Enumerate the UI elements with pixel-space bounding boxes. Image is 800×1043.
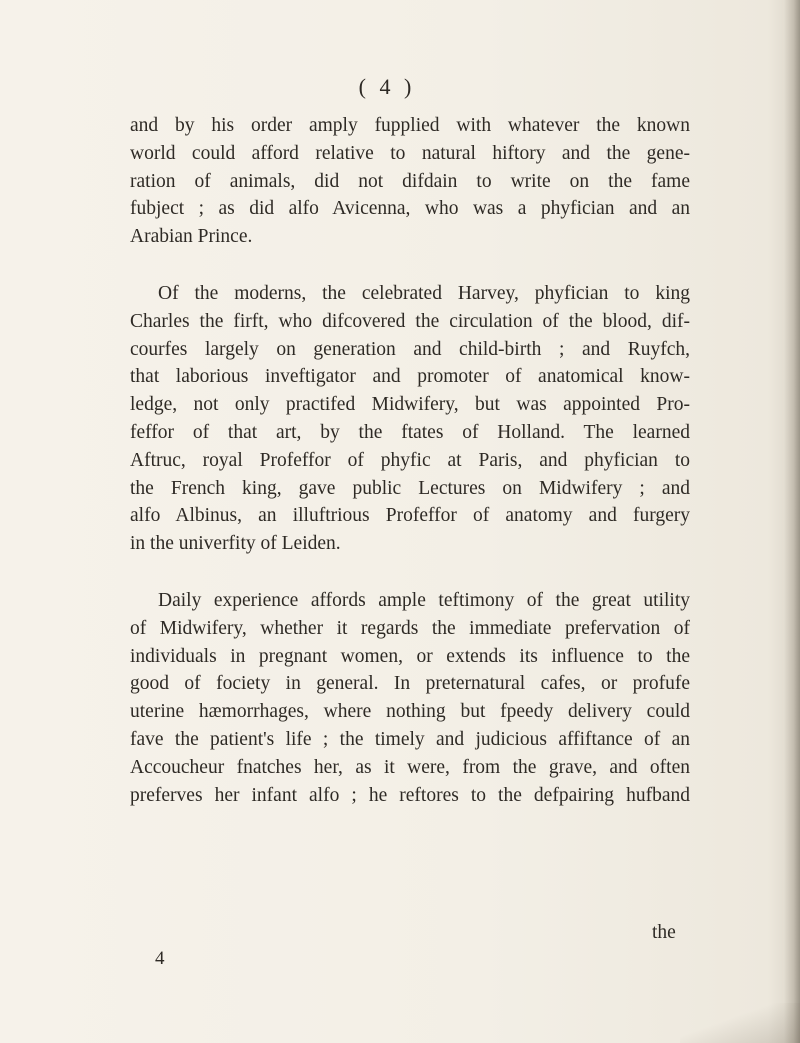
- text-line: feffor of that art, by the ftates of Holland. The learned: [130, 421, 690, 443]
- text-line: Charles the firft, who difcovered the circulation of the blood, dif-: [130, 310, 690, 332]
- text-line: Arabian Prince.: [130, 226, 253, 248]
- signature-mark: 4: [155, 948, 165, 969]
- text-line: courfes largely on generation and child-birth ; and Ruyfch,: [130, 338, 690, 360]
- text-line: alfo Albinus, an illuftrious Profeffor of anatomy and furgery: [130, 505, 690, 527]
- paragraph-2: [130, 280, 690, 558]
- paragraph-1: [130, 112, 690, 251]
- text-line: ledge, not only practifed Midwifery, but was appointed Pro-: [130, 394, 690, 416]
- text-line: world could afford relative to natural hiftory and the gene-: [130, 142, 690, 164]
- text-line: individuals in pregnant women, or extends its influence to the: [130, 645, 690, 667]
- text-line: Of the moderns, the celebrated Harvey, phyfician to king: [158, 283, 690, 304]
- text-line: Daily experience affords ample teftimony of the great utility: [158, 590, 690, 611]
- text-line: in the univerfity of Leiden.: [130, 533, 341, 555]
- page-corner-shadow: [680, 1003, 800, 1043]
- text-line: ration of animals, did not difdain to write on the fame: [130, 170, 690, 192]
- text-line: good of fociety in general. In preternatural cafes, or profufe: [130, 673, 690, 695]
- page-edge-shadow: [784, 0, 800, 1043]
- paragraph-3: [130, 587, 690, 809]
- text-line: uterine hæmorrhages, where nothing but fpeedy delivery could: [130, 701, 690, 723]
- text-line: fave the patient's life ; the timely and judicious affiftance of an: [130, 728, 690, 750]
- text-line: Accoucheur fnatches her, as it were, from the grave, and often: [130, 756, 690, 778]
- text-line: Aftruc, royal Profeffor of phyfic at Paris, and phyfician to: [130, 449, 690, 471]
- page-number: ( 4 ): [358, 74, 416, 99]
- text-line: preferves her infant alfo ; he reftores to the defpairing hufband: [130, 784, 690, 806]
- catchword: the: [652, 922, 676, 943]
- text-line: fubject ; as did alfo Avicenna, who was a phyfician and an: [130, 198, 690, 220]
- text-line: and by his order amply fupplied with whatever the known: [130, 115, 690, 136]
- text-line: that laborious inveftigator and promoter of anatomical know-: [130, 366, 690, 388]
- text-line: of Midwifery, whether it regards the immediate prefervation of: [130, 617, 690, 639]
- text-line: the French king, gave public Lectures on Midwifery ; and: [130, 477, 690, 499]
